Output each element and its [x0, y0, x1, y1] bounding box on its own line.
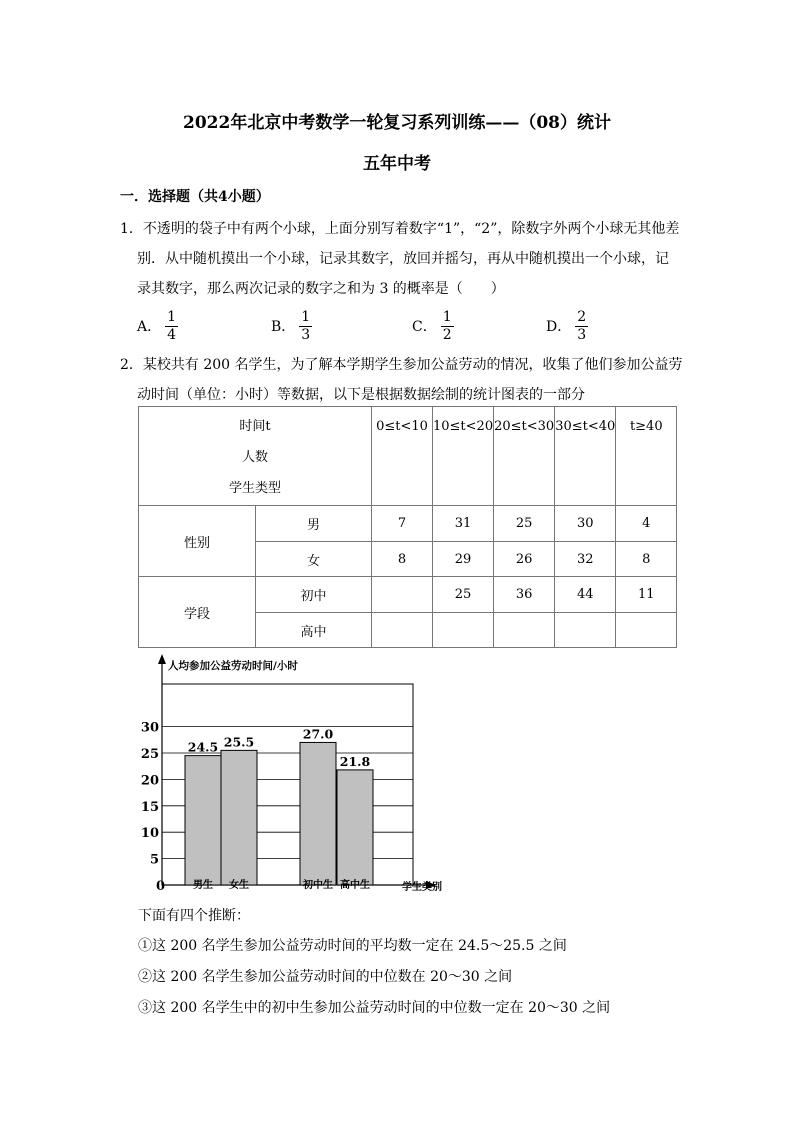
option-d-label: D．	[546, 319, 572, 335]
row-label-male: 男	[256, 506, 372, 542]
row-label-female: 女	[256, 542, 372, 577]
table-cell	[616, 613, 677, 648]
option-a-label: A．	[137, 319, 162, 335]
option-d-fraction	[575, 309, 588, 344]
table-cell: 8	[372, 542, 433, 577]
question-1-line-1: 1．不透明的袋子中有两个小球，上面分别写着数字“1”，“2”，除数字外两个小球无其他差	[120, 221, 680, 237]
table-cell	[372, 577, 433, 613]
y-tick-label: 25	[140, 747, 159, 762]
table-cell	[555, 613, 616, 648]
question-2-line-2: 动时间（单位：小时）等数据，以下是根据数据绘制的统计图表的一部分	[137, 387, 585, 403]
page-subtitle: 五年中考	[363, 154, 431, 174]
question-1-line-3: 录其数字，那么两次记录的数字之和为 3 的概率是（ ）	[137, 281, 505, 297]
bar-value-label: 24.5	[187, 739, 219, 755]
table-cell: 7	[372, 506, 433, 542]
row-label-senior: 高中	[256, 613, 372, 648]
y-axis-title: 人均参加公益劳动时间/小时	[168, 660, 298, 672]
inference-3: ③这 200 名学生中的初中生参加公益劳动时间的中位数一定在 20～30 之间	[138, 1000, 611, 1016]
table-cell: 44	[555, 577, 616, 613]
option-b-numerator: 1	[301, 308, 311, 325]
option-b-label: B．	[271, 319, 296, 335]
y-tick-label: 10	[140, 826, 159, 842]
corner-label-type: 学生类型	[228, 481, 281, 496]
x-tick-label: 女生	[229, 880, 249, 891]
bar	[300, 742, 336, 885]
column-header-text: 20≤t<30	[494, 419, 555, 434]
option-c-denominator: 2	[442, 326, 452, 343]
option-b-fraction	[299, 309, 312, 344]
y-tick-label: 20	[140, 773, 159, 789]
column-header	[616, 407, 677, 506]
bar	[185, 756, 221, 885]
question-2-line-1: 2．某校共有 200 名学生，为了解本学期学生参加公益劳动的情况，收集了他们参加公益劳	[120, 357, 683, 373]
bar-chart	[130, 652, 450, 896]
y-axis-arrow	[158, 654, 166, 664]
table-cell: 25	[494, 506, 555, 542]
column-header	[372, 407, 433, 506]
table-row	[139, 577, 677, 613]
table-cell	[494, 613, 555, 648]
option-d[interactable]	[546, 306, 588, 346]
inference-1: ①这 200 名学生参加公益劳动时间的平均数一定在 24.5～25.5 之间	[138, 938, 567, 954]
column-header-text: 10≤t<20	[433, 419, 494, 434]
option-b-denominator: 3	[301, 326, 311, 343]
inference-intro: 下面有四个推断：	[138, 908, 250, 924]
bar-value-label: 25.5	[223, 734, 255, 750]
x-axis-title: 学生类别	[402, 882, 442, 893]
option-a-fraction	[165, 309, 178, 344]
y-tick-label: 5	[149, 852, 159, 868]
bar	[337, 770, 373, 885]
x-tick-label: 初中生	[303, 880, 333, 891]
inference-2: ②这 200 名学生参加公益劳动时间的中位数在 20～30 之间	[138, 969, 513, 985]
option-a[interactable]	[137, 306, 178, 346]
option-c-fraction	[441, 309, 454, 344]
table-header-row	[139, 407, 677, 506]
table-corner-cell	[139, 407, 372, 506]
table-cell: 4	[616, 506, 677, 542]
table-cell: 11	[616, 577, 677, 613]
column-header-text: 0≤t<10	[376, 419, 428, 434]
option-d-denominator: 3	[577, 326, 587, 343]
corner-label-time: 时间t	[239, 419, 271, 434]
option-b[interactable]	[271, 306, 312, 346]
y-tick-label: 15	[140, 799, 159, 815]
option-c-label: C．	[412, 319, 437, 335]
column-header	[494, 407, 555, 506]
table-cell: 25	[433, 577, 494, 613]
x-tick-label: 高中生	[340, 880, 370, 891]
table-cell: 30	[555, 506, 616, 542]
table-cell: 26	[494, 542, 555, 577]
table-cell	[372, 613, 433, 648]
row-label-junior: 初中	[256, 577, 372, 613]
group-label-gender: 性别	[139, 506, 256, 577]
option-c-numerator: 1	[442, 308, 452, 325]
section-heading: 一．选择题（共4小题）	[120, 189, 270, 205]
group-label-stage: 学段	[139, 577, 256, 648]
table-cell: 29	[433, 542, 494, 577]
x-tick-label: 男生	[193, 880, 213, 891]
table-cell: 31	[433, 506, 494, 542]
table-cell	[433, 613, 494, 648]
option-a-denominator: 4	[167, 326, 177, 343]
page-title: 2022年北京中考数学一轮复习系列训练——（08）统计	[183, 113, 611, 133]
data-table	[138, 406, 677, 648]
table-row	[139, 506, 677, 542]
bar-value-label: 21.8	[339, 753, 371, 769]
column-header	[433, 407, 494, 506]
option-a-numerator: 1	[167, 308, 177, 325]
question-1-line-2: 别．从中随机摸出一个小球，记录其数字，放回并摇匀，再从中随机摸出一个小球，记	[137, 251, 669, 267]
column-header	[555, 407, 616, 506]
table-cell: 32	[555, 542, 616, 577]
table-cell: 8	[616, 542, 677, 577]
bar-value-label: 27.0	[302, 726, 334, 742]
corner-label-count: 人数	[241, 450, 268, 465]
table-cell: 36	[494, 577, 555, 613]
y-tick-label: 30	[140, 720, 159, 736]
option-c[interactable]	[412, 306, 454, 346]
column-header-text: 30≤t<40	[555, 419, 616, 434]
origin-label: 0	[156, 879, 166, 894]
column-header-text: t≥40	[629, 419, 663, 434]
bar	[221, 750, 257, 885]
option-d-numerator: 2	[577, 308, 587, 325]
